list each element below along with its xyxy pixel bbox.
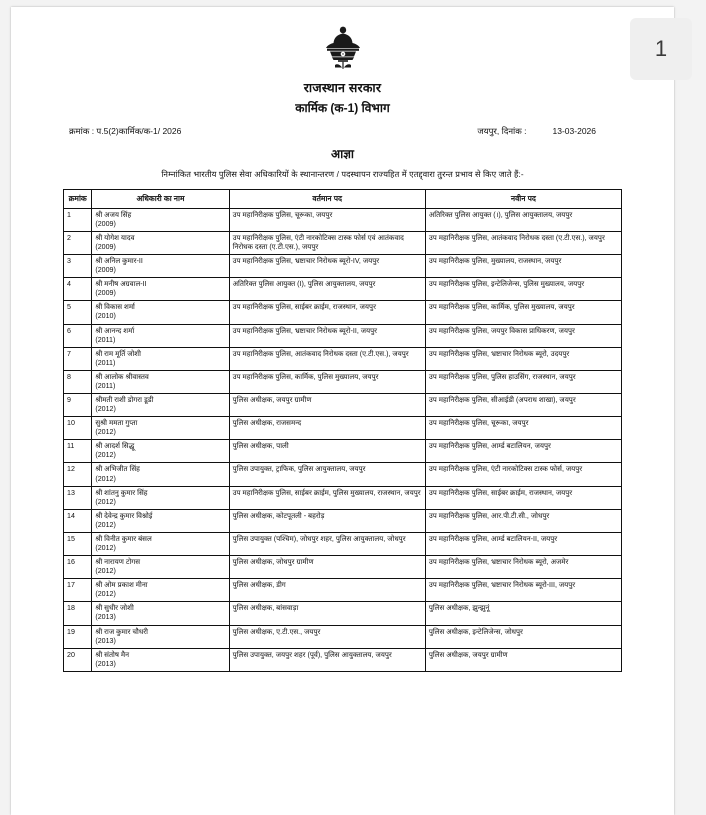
ashoka-emblem-icon <box>63 25 622 71</box>
officer-batch-year: (2012) <box>95 567 116 576</box>
cell-current-post: उप महानिरीक्षक पुलिस, चूरूका, जयपुर <box>229 208 425 231</box>
cell-serial: 17 <box>64 579 92 602</box>
table-row <box>64 579 622 602</box>
cell-new-post: उप महानिरीक्षक पुलिस, कार्मिक, पुलिस मुख्यालय, जयपुर <box>425 301 621 324</box>
cell-new-post: पुलिस अधीक्षक, जयपुर ग्रामीण <box>425 648 621 671</box>
table-row <box>64 602 622 625</box>
officer-name-text: श्री ओम प्रकाश मीना <box>95 581 148 590</box>
cell-new-post: उप महानिरीक्षक पुलिस, चूरूका, जयपुर <box>425 417 621 440</box>
officer-name-text: श्री विकास शर्मा <box>95 303 135 312</box>
transfer-order-table <box>63 189 622 672</box>
cell-current-post: उप महानिरीक्षक पुलिस, आतंकवाद निरोधक दस्ता (ए.टी.एस.), जयपुर <box>229 347 425 370</box>
officer-name-text: श्री देवेन्द्र कुमार विश्नोई <box>95 511 153 520</box>
cell-serial: 9 <box>64 393 92 416</box>
cell-officer-name <box>92 532 229 555</box>
table-row <box>64 463 622 486</box>
cell-new-post: उप महानिरीक्षक पुलिस, पुलिस हाउसिंग, राजस्थान, जयपुर <box>425 370 621 393</box>
cell-current-post: पुलिस अधीक्षक, बांसवाड़ा <box>229 602 425 625</box>
cell-officer-name <box>92 602 229 625</box>
cell-serial: 13 <box>64 486 92 509</box>
page-number-label: 1 <box>654 36 668 61</box>
cell-serial: 14 <box>64 509 92 532</box>
place-date-label: जयपुर, दिनांक : <box>477 126 527 136</box>
table-row <box>64 556 622 579</box>
department-heading: कार्मिक (क-1) विभाग <box>295 101 390 115</box>
cell-new-post: उप महानिरीक्षक पुलिस, सीआईडी (अपराध शाखा), जयपुर <box>425 393 621 416</box>
table-row <box>64 255 622 278</box>
table-row <box>64 370 622 393</box>
cell-officer-name <box>92 324 229 347</box>
cell-serial: 12 <box>64 463 92 486</box>
cell-officer-name <box>92 509 229 532</box>
cell-new-post: पुलिस अधीक्षक, इन्टेलिजेन्स, जोधपुर <box>425 625 621 648</box>
cell-serial: 19 <box>64 625 92 648</box>
government-heading: राजस्थान सरकार <box>303 81 382 95</box>
cell-current-post: पुलिस उपायुक्त, जयपुर शहर (पूर्व), पुलिस आयुक्तालय, जयपुर <box>229 648 425 671</box>
officer-batch-year: (2009) <box>95 266 116 275</box>
cell-new-post: उप महानिरीक्षक पुलिस, आर्म्ड बटालियन, जयपुर <box>425 440 621 463</box>
table-row <box>64 347 622 370</box>
officer-batch-year: (2013) <box>95 636 116 645</box>
table-row <box>64 532 622 555</box>
officer-batch-year: (2012) <box>95 451 116 460</box>
cell-new-post: उप महानिरीक्षक पुलिस, आतंकवाद निरोधक दस्ता (ए.टी.एस.), जयपुर <box>425 231 621 254</box>
cell-serial: 16 <box>64 556 92 579</box>
officer-name-text: श्री योगेश यादव <box>95 233 135 242</box>
table-header-row <box>64 190 622 209</box>
cell-officer-name <box>92 579 229 602</box>
cell-serial: 3 <box>64 255 92 278</box>
cell-officer-name <box>92 463 229 486</box>
cell-new-post: उप महानिरीक्षक पुलिस, आर्म्ड बटालियन-II, जयपुर <box>425 532 621 555</box>
table-row <box>64 509 622 532</box>
cell-new-post: उप महानिरीक्षक पुलिस, भ्रष्टाचार निरोधक ब्यूरो, उदयपुर <box>425 347 621 370</box>
officer-name-text: श्री आलोक श्रीवास्तव <box>95 372 149 381</box>
cell-current-post: पुलिस अधीक्षक, जयपुर ग्रामीण <box>229 393 425 416</box>
officer-name-text: श्री आनन्द शर्मा <box>95 326 135 335</box>
officer-batch-year: (2011) <box>95 381 116 390</box>
cell-serial: 8 <box>64 370 92 393</box>
order-preamble: निम्नांकित भारतीय पुलिस सेवा अधिकारियों के स्थानान्तरण / पदस्थापन राज्यहित में एतद्द्वारा तुरन्त प्रभाव से किए जाते हैं:- <box>161 170 524 179</box>
cell-current-post: पुलिस उपायुक्त (पश्चिम), जोधपुर शहर, पुलिस आयुक्तालय, जोधपुर <box>229 532 425 555</box>
cell-new-post: उप महानिरीक्षक पुलिस, आर.पी.टी.सी., जोधपुर <box>425 509 621 532</box>
cell-officer-name <box>92 440 229 463</box>
cell-current-post: उप महानिरीक्षक पुलिस, भ्रष्टाचार निरोधक ब्यूरो-II, जयपुर <box>229 324 425 347</box>
cell-officer-name <box>92 278 229 301</box>
cell-officer-name <box>92 625 229 648</box>
table-row <box>64 301 622 324</box>
officer-name-text: श्रीमती राशी डोगरा डूडी <box>95 395 154 404</box>
cell-serial: 1 <box>64 208 92 231</box>
cell-new-post: उप महानिरीक्षक पुलिस, इन्टेलिजेन्स, पुलिस मुख्यालय, जयपुर <box>425 278 621 301</box>
officer-name-text: सुश्री ममता गुप्ता <box>95 419 138 428</box>
officer-batch-year: (2012) <box>95 474 116 483</box>
cell-serial: 20 <box>64 648 92 671</box>
cell-current-post: उप महानिरीक्षक पुलिस, कार्मिक, पुलिस मुख्यालय, जयपुर <box>229 370 425 393</box>
table-row <box>64 278 622 301</box>
cell-current-post: उप महानिरीक्षक पुलिस, भ्रष्टाचार निरोधक ब्यूरो-IV, जयपुर <box>229 255 425 278</box>
column-header-new-post: नवीन पद <box>425 190 621 209</box>
cell-new-post: अतिरिक्त पुलिस आयुक्त (।), पुलिस आयुक्तालय, जयपुर <box>425 208 621 231</box>
officer-name-text: श्री विनीत कुमार बंसल <box>95 534 152 543</box>
document-page <box>11 7 674 815</box>
officer-batch-year: (2010) <box>95 312 116 321</box>
table-row <box>64 440 622 463</box>
cell-new-post: उप महानिरीक्षक पुलिस, भ्रष्टाचार निरोधक ब्यूरो, अजमेर <box>425 556 621 579</box>
cell-current-post: पुलिस अधीक्षक, डीग <box>229 579 425 602</box>
cell-serial: 6 <box>64 324 92 347</box>
cell-serial: 7 <box>64 347 92 370</box>
order-date: 13-03-2026 <box>552 126 596 136</box>
cell-current-post: पुलिस अधीक्षक, कोटपूतली - बहरोड़ <box>229 509 425 532</box>
cell-current-post: उप महानिरीक्षक पुलिस, साईबर क्राईम, राजस्थान, जयपुर <box>229 301 425 324</box>
officer-batch-year: (2011) <box>95 335 116 344</box>
officer-batch-year: (2012) <box>95 543 116 552</box>
officer-batch-year: (2012) <box>95 497 116 506</box>
cell-officer-name <box>92 255 229 278</box>
officer-name-text: श्री मनीष अग्रवाल-II <box>95 280 147 289</box>
officer-name-text: श्री सुधीर जोशी <box>95 604 134 613</box>
cell-officer-name <box>92 393 229 416</box>
officer-batch-year: (2013) <box>95 659 116 668</box>
officer-name-text: श्री अजय सिंह <box>95 210 132 219</box>
cell-officer-name <box>92 370 229 393</box>
officer-name-text: श्री संतोष मैन <box>95 650 130 659</box>
cell-new-post: पुलिस अधीक्षक, झुन्झुनूं <box>425 602 621 625</box>
officer-batch-year: (2013) <box>95 613 116 622</box>
cell-officer-name <box>92 556 229 579</box>
officer-batch-year: (2012) <box>95 428 116 437</box>
cell-serial: 18 <box>64 602 92 625</box>
document-meta-row <box>63 126 622 137</box>
cell-new-post: उप महानिरीक्षक पुलिस, साईबर क्राईम, राजस्थान, जयपुर <box>425 486 621 509</box>
officer-batch-year: (2012) <box>95 405 116 414</box>
officer-name-text: श्री शांतनु कुमार सिंह <box>95 488 148 497</box>
table-row <box>64 324 622 347</box>
cell-serial: 5 <box>64 301 92 324</box>
table-row <box>64 486 622 509</box>
table-row <box>64 648 622 671</box>
cell-new-post: उप महानिरीक्षक पुलिस, भ्रष्टाचार निरोधक ब्यूरो-III, जयपुर <box>425 579 621 602</box>
cell-serial: 11 <box>64 440 92 463</box>
officer-name-text: श्री अभिजीत सिंह <box>95 465 140 474</box>
cell-serial: 2 <box>64 231 92 254</box>
cell-current-post: पुलिस अधीक्षक, ए.टी.एस., जयपुर <box>229 625 425 648</box>
cell-officer-name <box>92 417 229 440</box>
table-row <box>64 625 622 648</box>
file-number: क्रमांक : प.5(2)कार्मिक/क-1/ 2026 <box>69 126 182 136</box>
cell-serial: 15 <box>64 532 92 555</box>
cell-current-post: अतिरिक्त पुलिस आयुक्त (I), पुलिस आयुक्तालय, जयपुर <box>229 278 425 301</box>
cell-current-post: पुलिस अधीक्षक, जोधपुर ग्रामीण <box>229 556 425 579</box>
officer-batch-year: (2012) <box>95 590 116 599</box>
officer-batch-year: (2009) <box>95 242 116 251</box>
page-number-badge <box>630 18 692 80</box>
cell-serial: 10 <box>64 417 92 440</box>
cell-officer-name <box>92 301 229 324</box>
officer-name-text: श्री राम मूर्ति जोशी <box>95 349 141 358</box>
officer-name-text: श्री आदर्श सिद्धू <box>95 442 135 451</box>
cell-officer-name <box>92 347 229 370</box>
table-row <box>64 208 622 231</box>
table-row <box>64 417 622 440</box>
cell-new-post: उप महानिरीक्षक पुलिस, जयपुर विकास प्राधिकरण, जयपुर <box>425 324 621 347</box>
cell-new-post: उप महानिरीक्षक पुलिस, एंटी नारकोटिक्स टास्क फोर्स, जयपुर <box>425 463 621 486</box>
officer-name-text: श्री राज कुमार चौधरी <box>95 627 148 636</box>
column-header-serial: क्रमांक <box>64 190 92 209</box>
cell-officer-name <box>92 486 229 509</box>
cell-officer-name <box>92 231 229 254</box>
column-header-officer-name: अधिकारी का नाम <box>92 190 229 209</box>
cell-new-post: उप महानिरीक्षक पुलिस, मुख्यालय, राजस्थान, जयपुर <box>425 255 621 278</box>
table-row <box>64 393 622 416</box>
officer-batch-year: (2009) <box>95 219 116 228</box>
cell-officer-name <box>92 648 229 671</box>
cell-officer-name <box>92 208 229 231</box>
order-title: आज्ञा <box>330 147 355 161</box>
officer-batch-year: (2012) <box>95 520 116 529</box>
cell-serial: 4 <box>64 278 92 301</box>
officer-batch-year: (2011) <box>95 358 116 367</box>
cell-current-post: पुलिस उपायुक्त, ट्राफिक, पुलिस आयुक्तालय, जयपुर <box>229 463 425 486</box>
column-header-current-post: वर्तमान पद <box>229 190 425 209</box>
officer-batch-year: (2009) <box>95 289 116 298</box>
cell-current-post: पुलिस अधीक्षक, पाली <box>229 440 425 463</box>
cell-current-post: उप महानिरीक्षक पुलिस, साईबर क्राईम, पुलिस मुख्यालय, राजस्थान, जयपुर <box>229 486 425 509</box>
officer-name-text: श्री अनिल कुमार-II <box>95 257 143 266</box>
cell-current-post: उप महानिरीक्षक पुलिस, एंटी नारकोटिक्स टास्क फोर्स एवं आतंकवाद निरोधक दस्ता (ए.टी.एस.), जयपुर <box>229 231 425 254</box>
officer-name-text: श्री नारायण टोगस <box>95 558 141 567</box>
cell-current-post: पुलिस अधीक्षक, राजसमन्द <box>229 417 425 440</box>
table-row <box>64 231 622 254</box>
